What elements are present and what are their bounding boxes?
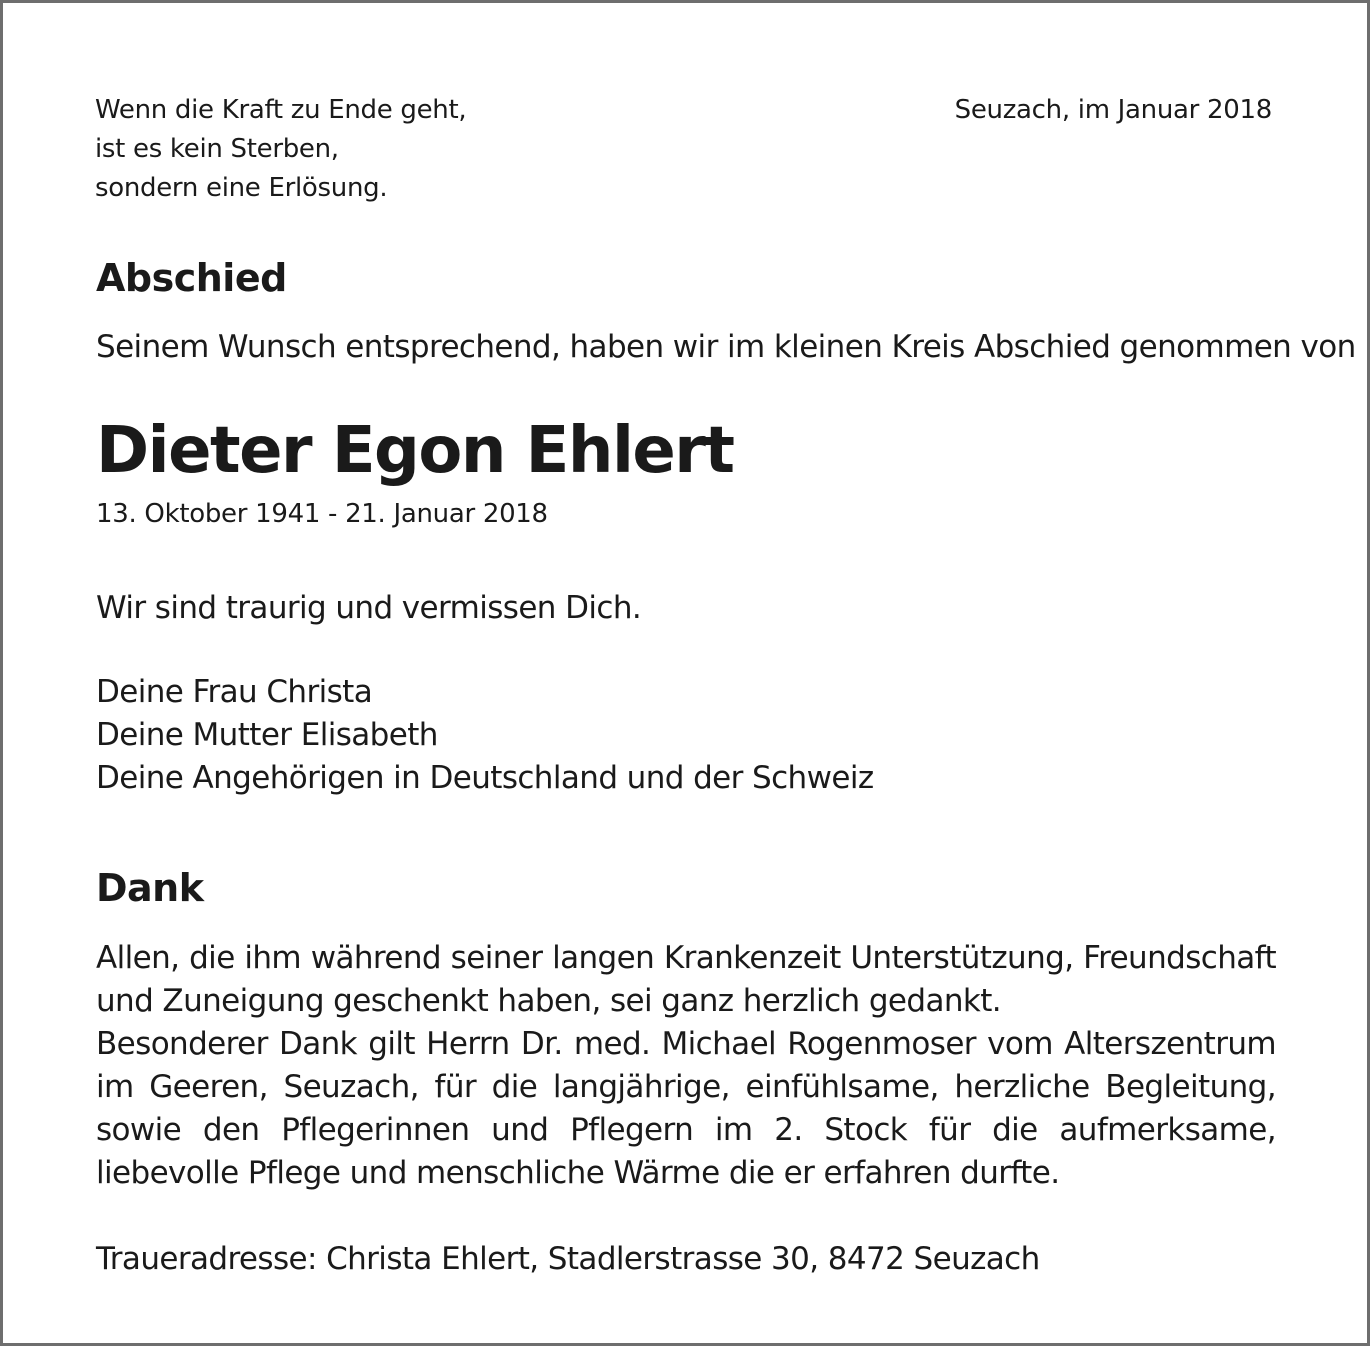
thanks-paragraph: Allen, die ihm während seiner langen Krankenzeit Unterstützung, Freundschaft und Zuneigung geschenkt haben, sei ganz herzlich gedankt. — [96, 940, 1276, 1019]
mourning-address: Traueradresse: Christa Ehlert, Stadlerstrasse 30, 8472 Seuzach — [96, 1241, 1040, 1277]
thanks-body — [96, 937, 1276, 1195]
family-list — [96, 671, 874, 800]
farewell-heading: Abschied — [96, 256, 287, 300]
family-member: Deine Angehörigen in Deutschland und der Schweiz — [96, 760, 874, 796]
life-dates: 13. Oktober 1941 - 21. Januar 2018 — [96, 499, 548, 529]
motto-line: Wenn die Kraft zu Ende geht, — [95, 95, 467, 125]
farewell-intro: Seinem Wunsch entsprechend, haben wir im kleinen Kreis Abschied genommen von — [96, 329, 1356, 365]
family-member: Deine Frau Christa — [96, 674, 373, 710]
motto-line: ist es kein Sterben, — [95, 134, 339, 164]
thanks-paragraph: Besonderer Dank gilt Herrn Dr. med. Michael Rogenmoser vom Alterszentrum im Geeren, Seuzach, für die langjährige, einfühlsame, herzliche Begleitung, sowie den Pflegerinnen und Pflegern im 2. Stock für die aufmerksame, liebevolle Pflege und menschliche Wärme die er erfahren durfte. — [96, 1026, 1276, 1191]
place-date: Seuzach, im Januar 2018 — [954, 95, 1272, 125]
sentiment-line: Wir sind traurig und vermissen Dich. — [96, 590, 642, 626]
motto-line: sondern eine Erlösung. — [95, 173, 388, 203]
motto-verse — [95, 91, 466, 208]
deceased-name: Dieter Egon Ehlert — [96, 414, 734, 488]
family-member: Deine Mutter Elisabeth — [96, 717, 438, 753]
thanks-heading: Dank — [96, 866, 204, 910]
